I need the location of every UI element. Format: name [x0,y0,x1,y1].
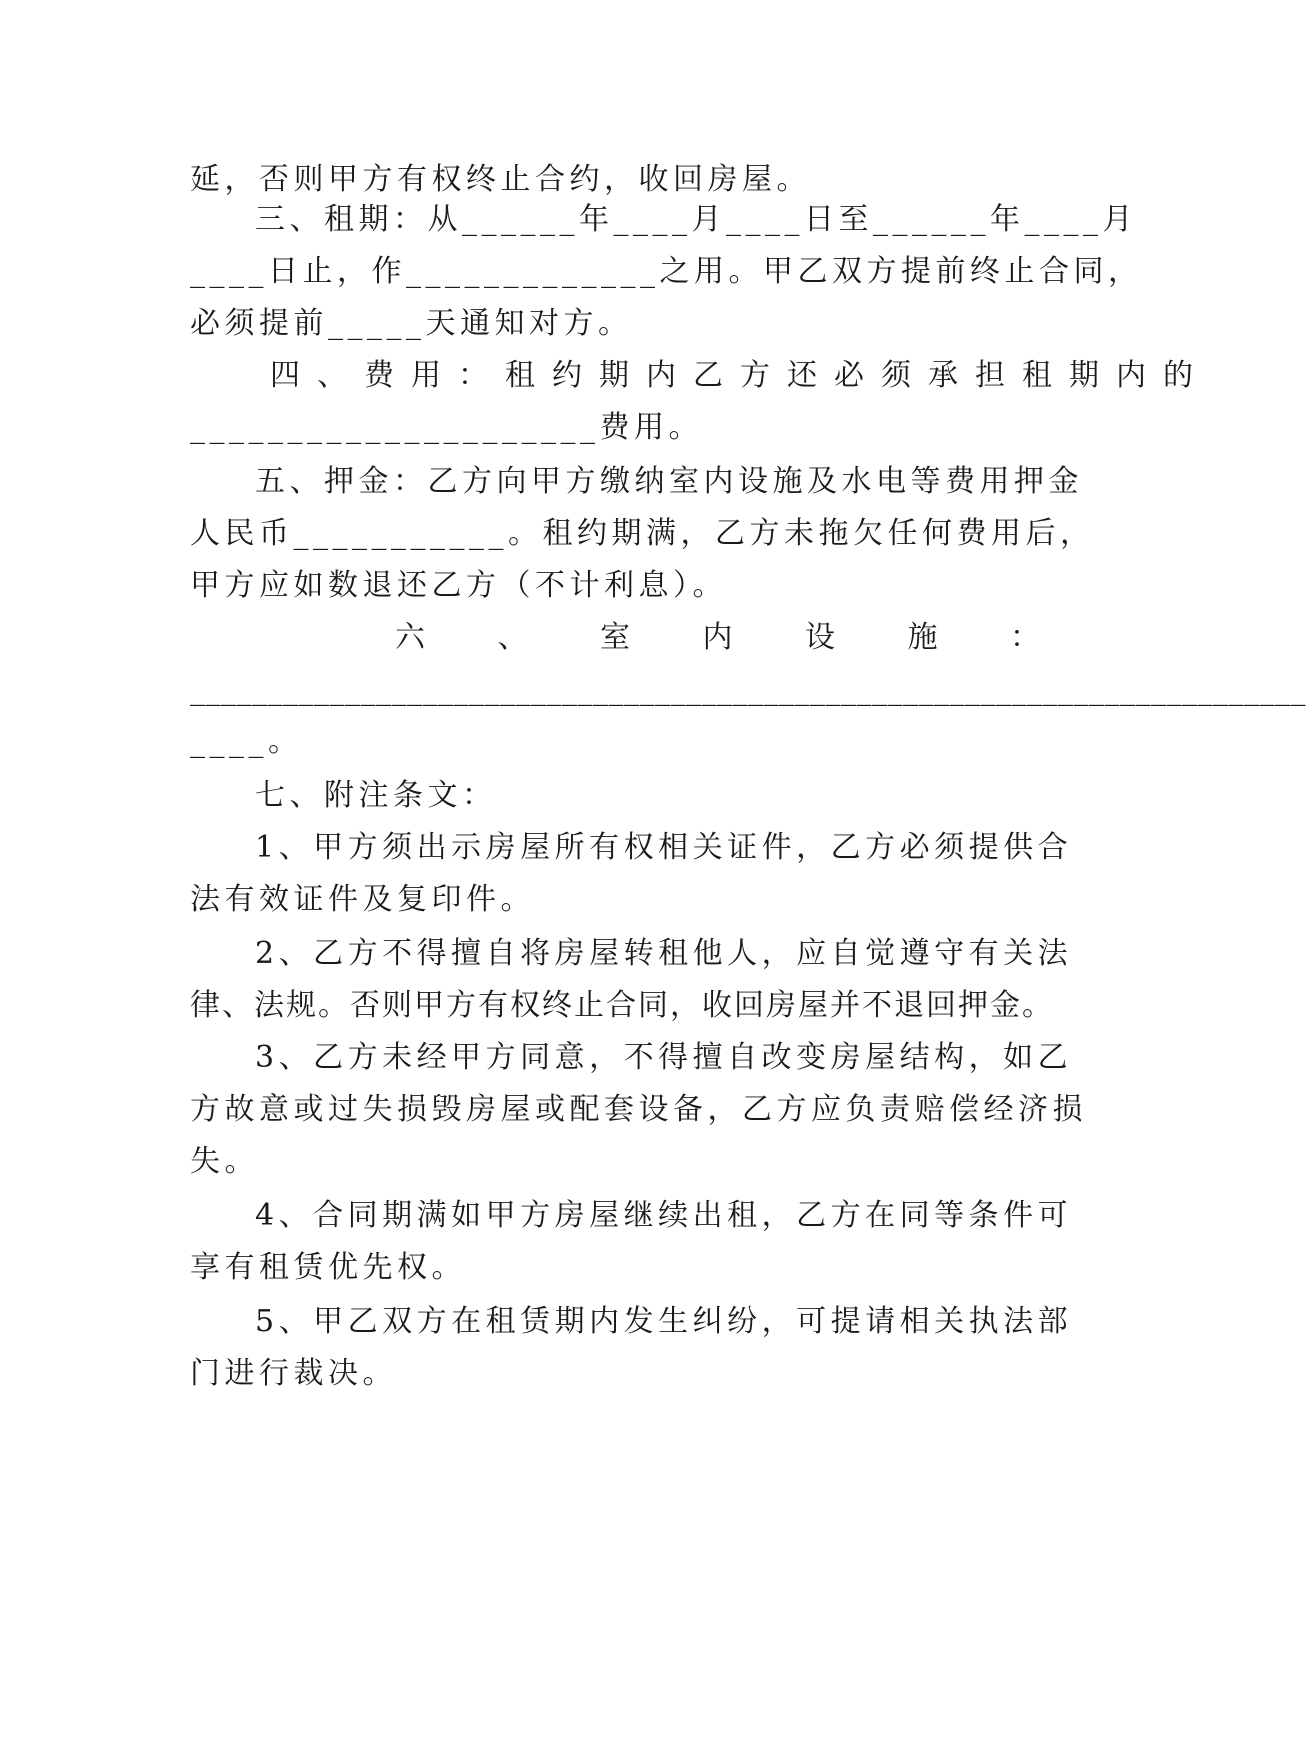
heading-char: 六 [395,620,425,655]
text-line: 律、法规。否则甲方有权终止合同，收回房屋并不退回押金。 [190,988,1054,1023]
blank-underline: ________________________________________________________________________ [190,672,1306,707]
heading-char: 内 [702,620,733,655]
text-line: 法有效证件及复印件。 [190,882,535,917]
clause-seven-notes-heading: 七、附注条文： [255,778,497,813]
heading-char: ： [1010,620,1040,655]
heading-char: 、 [497,620,528,655]
clause-four-fees: 四、费用：租约期内乙方还必须承担租期内的 [270,358,1210,393]
clause-three-lease-term: 三、租期：从______年____月____日至______年____月 [255,202,1137,237]
text-line: 必须提前_____天通知对方。 [190,306,633,341]
note-item-4: 4、合同期满如甲方房屋继续出租，乙方在同等条件可 [255,1198,1073,1233]
note-item-5: 5、甲乙双方在租赁期内发生纠纷，可提请相关执法部 [255,1304,1073,1339]
text-line: 失。 [190,1144,259,1179]
text-line: 延，否则甲方有权终止合约，收回房屋。 [190,162,811,197]
text-line: 享有租赁优先权。 [190,1250,466,1285]
text-line: 门进行裁决。 [190,1356,397,1391]
text-line: _____________________费用。 [190,410,703,445]
text-line: 人民币___________。租约期满，乙方未拖欠任何费用后， [190,516,1095,551]
heading-char: 设 [805,620,835,655]
heading-char: 施 [907,620,938,655]
clause-five-deposit: 五、押金：乙方向甲方缴纳室内设施及水电等费用押金 [255,464,1083,499]
text-line: 方故意或过失损毁房屋或配套设备，乙方应负责赔偿经济损 [190,1092,1087,1127]
text-line: ____。 [190,724,303,759]
note-item-2: 2、乙方不得擅自将房屋转租他人，应自觉遵守有关法 [255,936,1073,971]
text-line: ____日止，作_____________之用。甲乙双方提前终止合同， [190,254,1143,289]
clause-six-facilities-heading [395,618,1040,658]
text-line: 甲方应如数退还乙方（不计利息）。 [190,568,727,603]
note-item-3: 3、乙方未经甲方同意，不得擅自改变房屋结构，如乙 [255,1040,1073,1075]
note-item-1: 1、甲方须出示房屋所有权相关证件，乙方必须提供合 [255,830,1073,865]
heading-char: 室 [600,620,630,655]
